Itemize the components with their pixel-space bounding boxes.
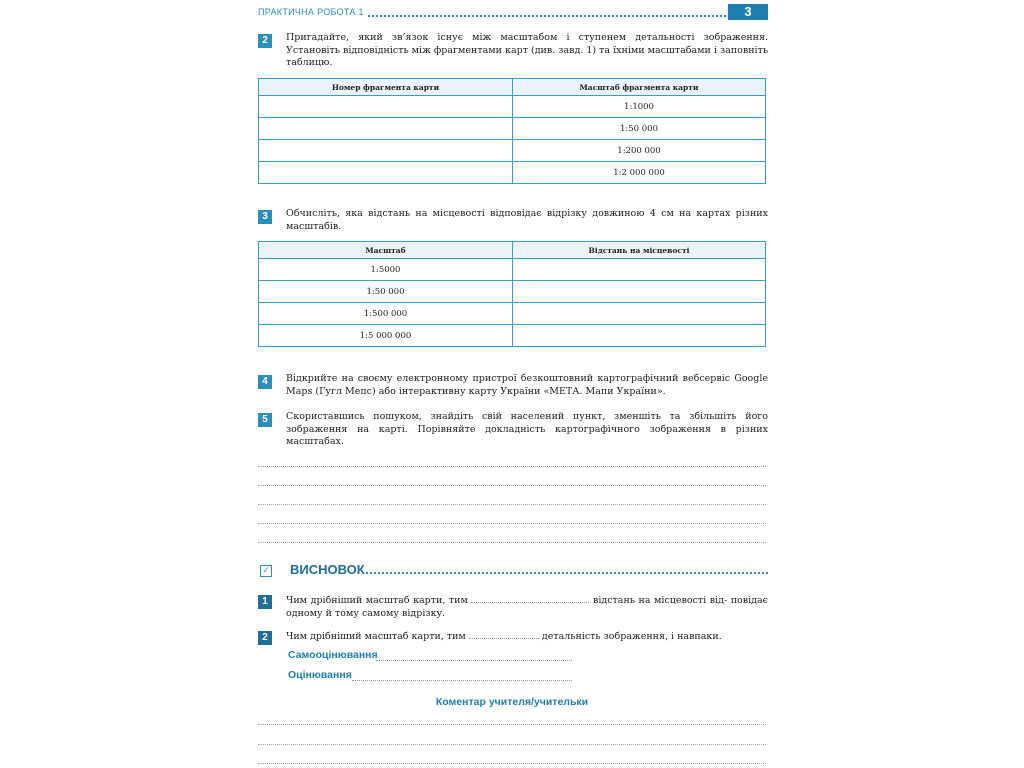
checkbox-icon: ✓ [260,565,272,577]
conclusion-1-blank[interactable] [471,593,589,603]
scale-cell: 1:5 000 000 [259,325,513,347]
fragment-number-cell[interactable] [259,118,513,140]
page-number: 3 [728,4,768,20]
task-2-number: 2 [258,34,272,48]
comment-line[interactable] [258,724,766,725]
comment-line[interactable] [258,763,766,764]
conclusion-1-before: Чим дрібніший масштаб карти, тим [286,595,468,606]
task-3-number: 3 [258,210,272,224]
task-5-number: 5 [258,413,272,427]
table-row [259,96,766,118]
task-4-number: 4 [258,375,272,389]
page-header [256,4,768,20]
conclusion-2-blank[interactable] [469,629,539,639]
conclusion-dotted-rule [366,572,768,574]
task-2-table [258,78,766,184]
fragment-number-cell[interactable] [259,162,513,184]
assessment-line[interactable] [352,680,572,681]
fragment-number-cell[interactable] [259,140,513,162]
conclusion-1-line2: повідає одному й тому самому відрізку. [286,595,768,619]
table-header-row [259,79,766,96]
conclusion-1-text [286,593,768,620]
scale-cell: 1:1000 [513,96,766,118]
distance-cell[interactable] [513,281,766,303]
column-header: Номер фрагмента карти [259,79,513,96]
distance-cell[interactable] [513,325,766,347]
column-header: Масштаб [259,242,513,259]
distance-cell[interactable] [513,259,766,281]
conclusion-heading [258,563,768,581]
task-5-text: Скориставшись пошуком, знайдіть свій населений пункт, зменшіть та збільшіть його зображення на карті. Порівняйте докладність картографічного зображення в різних масштабах. [286,411,768,447]
assessment-label: Оцінювання [288,669,352,681]
table-row [259,281,766,303]
conclusion-1-after: відстань на місцевості від- [592,595,728,606]
header-dotted-rule [368,15,726,17]
header-title: ПРАКТИЧНА РОБОТА 1 [258,7,364,17]
scale-cell: 1:50 000 [513,118,766,140]
teacher-comment-heading: Коментар учителя/учительки [435,696,589,708]
comment-line[interactable] [258,744,766,745]
answer-line[interactable] [258,504,766,505]
fragment-number-cell[interactable] [259,96,513,118]
task-2-text: Пригадайте, який зв’язок існує між масштабом і ступенем детальності зображення. Установіть відповідність між фрагментами карт (див. завд. 1) та їхніми масштабами і заповніть таблицю. [286,32,768,68]
scale-cell: 1:2 000 000 [513,162,766,184]
self-assessment-label: Самооцінювання [288,649,378,661]
table-row [259,140,766,162]
conclusion-2-number: 2 [258,631,272,645]
answer-line[interactable] [258,523,766,524]
scale-cell: 1:5000 [259,259,513,281]
task-3-text: Обчисліть, яка відстань на місцевості відповідає відрізку довжиною 4 см на картах різних масштабів. [286,208,768,232]
conclusion-2-text [286,629,768,644]
table-header-row [259,242,766,259]
table-row [259,303,766,325]
answer-line[interactable] [258,542,766,543]
workbook-page [256,0,768,768]
scale-cell: 1:50 000 [259,281,513,303]
table-row [259,162,766,184]
scale-cell: 1:500 000 [259,303,513,325]
column-header: Масштаб фрагмента карти [513,79,766,96]
task-4-text: Відкрийте на своєму електронному пристрої безкоштовний картографічний вебсервіс Google Maps (Гугл Мепс) або інтерактивну карту України «МЕТА. Мапи України». [286,373,768,397]
conclusion-title: ВИСНОВОК [290,562,365,577]
self-assessment-line[interactable] [376,660,572,661]
distance-cell[interactable] [513,303,766,325]
answer-line[interactable] [258,466,766,467]
task-3-table [258,241,766,347]
table-row [259,118,766,140]
table-row [259,259,766,281]
scale-cell: 1:200 000 [513,140,766,162]
column-header: Відстань на місцевості [513,242,766,259]
conclusion-1-number: 1 [258,595,272,609]
answer-line[interactable] [258,485,766,486]
conclusion-2-after: детальність зображення, і навпаки. [541,631,722,642]
table-row [259,325,766,347]
conclusion-2-before: Чим дрібніший масштаб карти, тим [286,631,466,642]
